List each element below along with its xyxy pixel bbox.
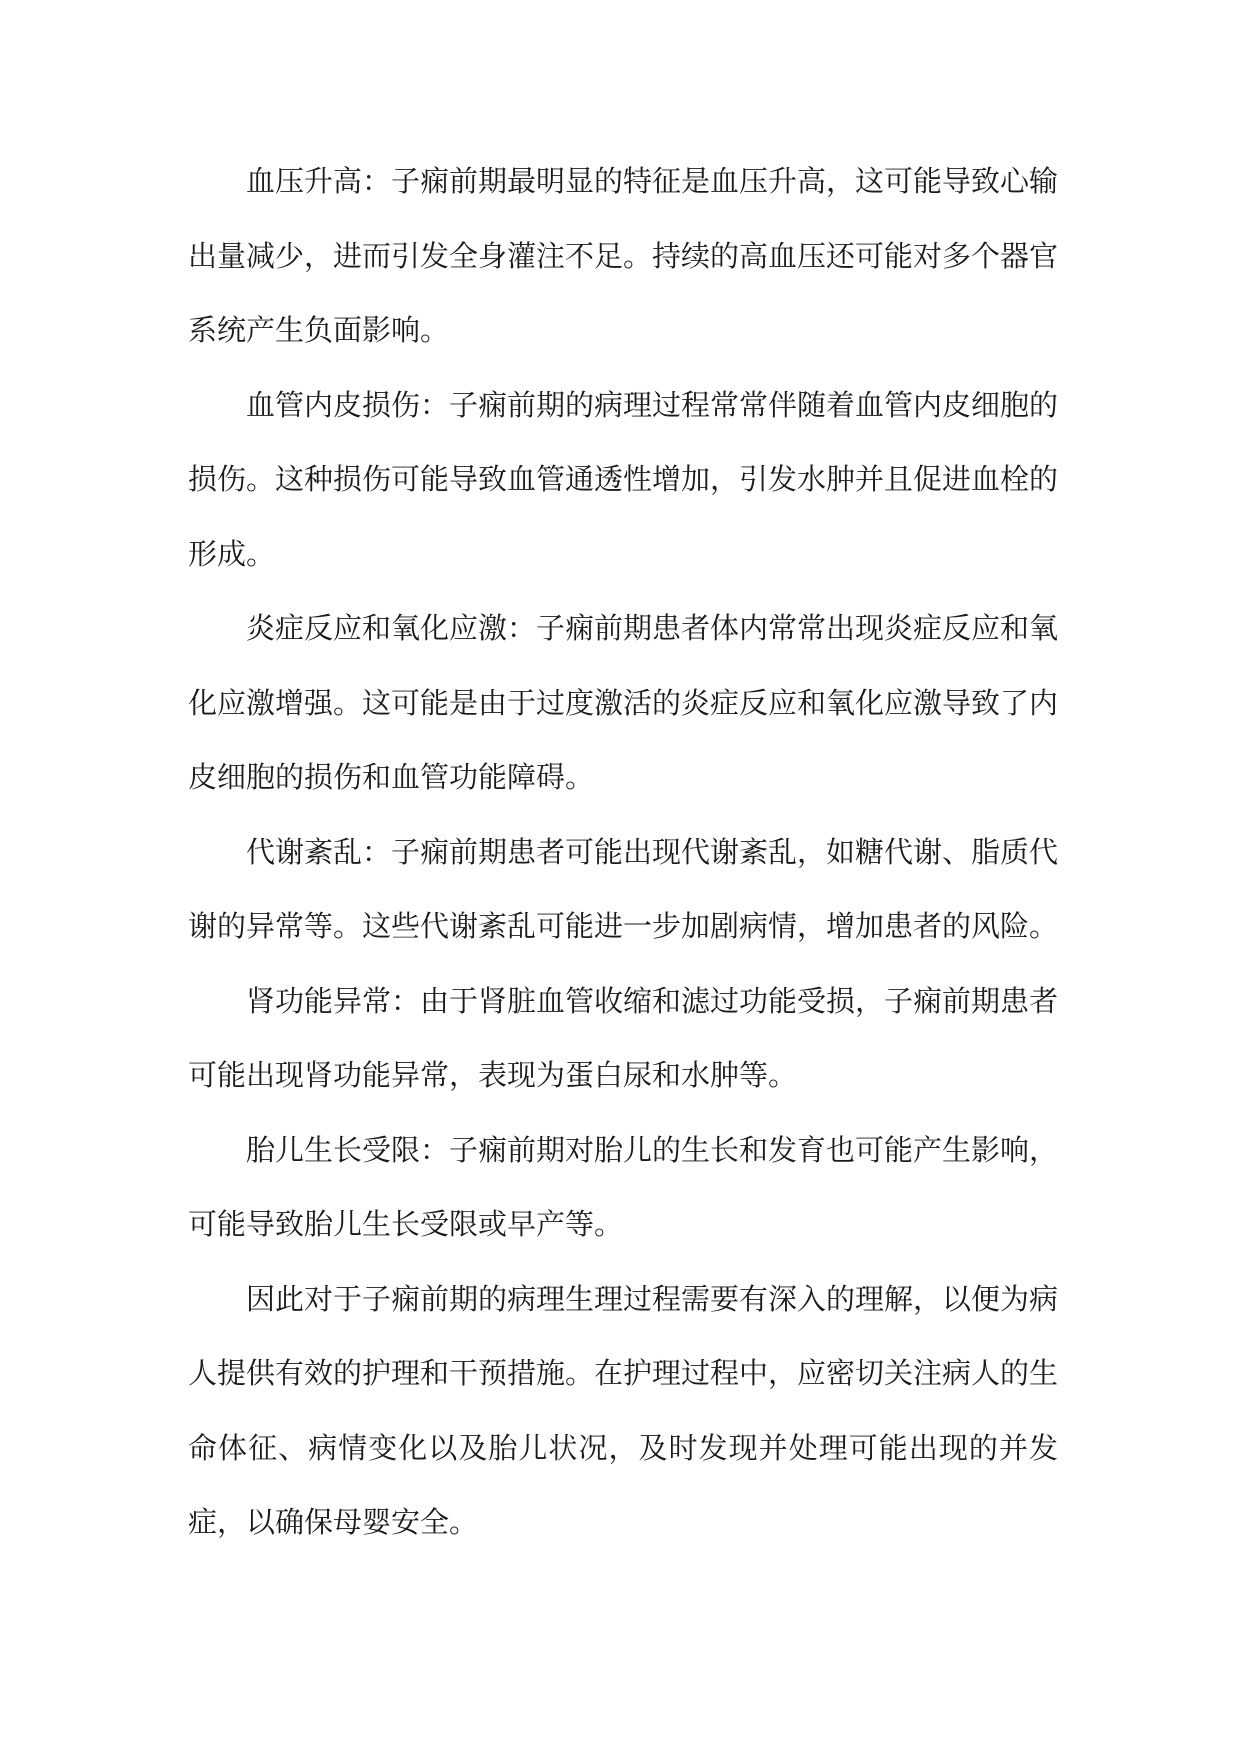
paragraph-metabolic-disorder: 代谢紊乱：子痫前期患者可能出现代谢紊乱，如糖代谢、脂质代谢的异常等。这些代谢紊乱可能进一步加剧病情，增加患者的风险。 <box>188 834 1059 943</box>
paragraph-fetal-growth: 胎儿生长受限：子痫前期对胎儿的生长和发育也可能产生影响，可能导致胎儿生长受限或早产等。 <box>188 1132 1059 1241</box>
paragraph-inflammation: 炎症反应和氧化应激：子痫前期患者体内常常出现炎症反应和氧化应激增强。这可能是由于过度激活的炎症反应和氧化应激导致了内皮细胞的损伤和血管功能障碍。 <box>188 611 1059 794</box>
paragraph-renal-dysfunction: 肾功能异常：由于肾脏血管收缩和滤过功能受损，子痫前期患者可能出现肾功能异常，表现为蛋白尿和水肿等。 <box>188 983 1059 1092</box>
paragraph-endothelial-injury: 血管内皮损伤：子痫前期的病理过程常常伴随着血管内皮细胞的损伤。这种损伤可能导致血管通透性增加，引发水肿并且促进血栓的形成。 <box>188 387 1059 571</box>
document-body <box>188 144 1058 1560</box>
paragraph-blood-pressure: 血压升高：子痫前期最明显的特征是血压升高，这可能导致心输出量减少，进而引发全身灌注不足。持续的高血压还可能对多个器官系统产生负面影响。 <box>188 164 1059 347</box>
paragraph-conclusion: 因此对于子痫前期的病理生理过程需要有深入的理解，以便为病人提供有效的护理和干预措施。在护理过程中，应密切关注病人的生命体征、病情变化以及胎儿状况，及时发现并处理可能出现的并发症，以确保母婴安全。 <box>188 1281 1059 1539</box>
